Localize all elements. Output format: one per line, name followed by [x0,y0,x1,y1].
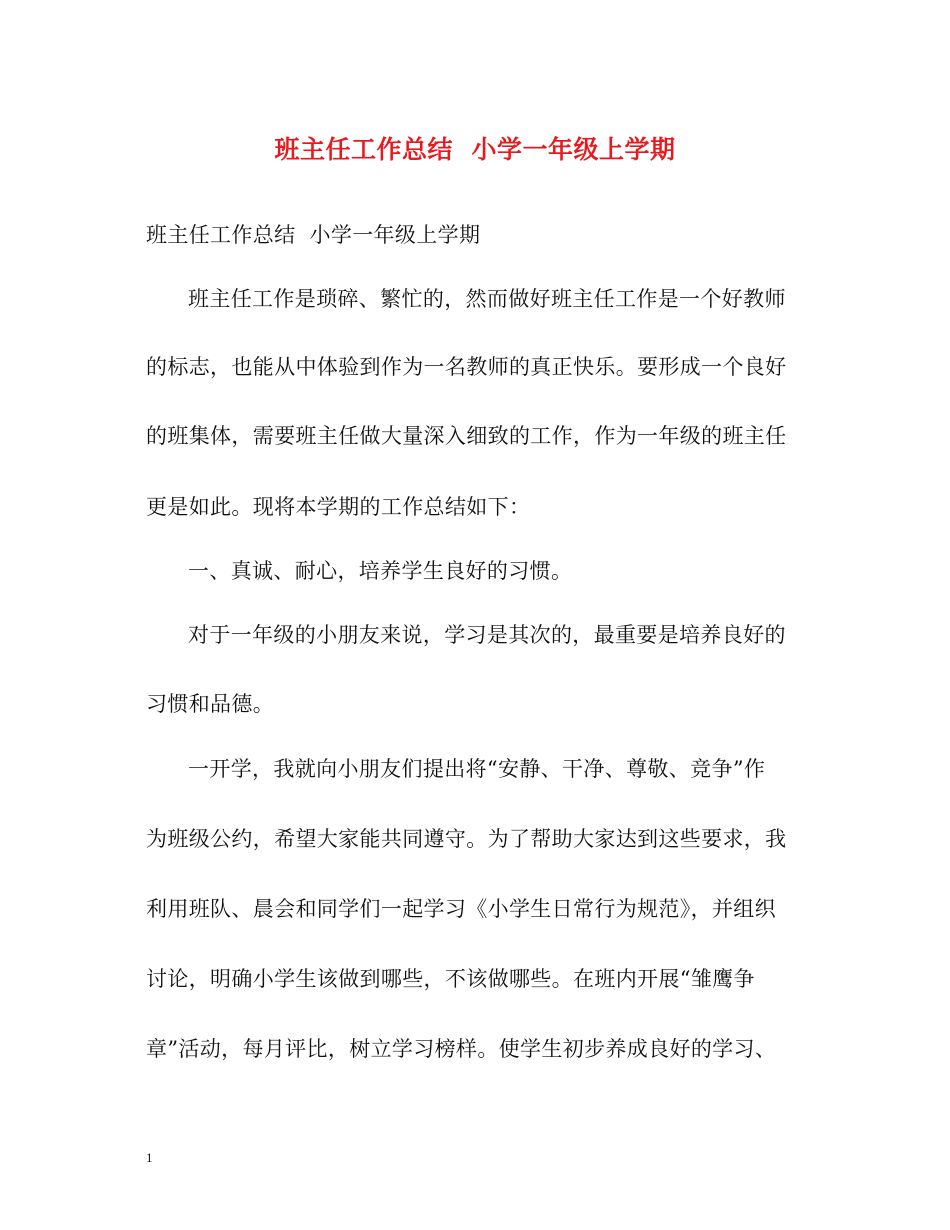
paragraph-line: 讨论，明确小学生该做到哪些，不该做哪些。在班内开展“雏鹰争 [146,967,755,991]
paragraph-line: 章”活动，每月评比，树立学习榜样。使学生初步养成良好的学习、 [146,1037,777,1061]
page-number: 1 [146,1150,153,1165]
paragraph-line: 更是如此。现将本学期的工作总结如下： [146,495,531,519]
document-title: 班主任工作总结 小学一年级上学期 [274,135,676,164]
paragraph-line: 的标志，也能从中体验到作为一名教师的真正快乐。要形成一个良好 [146,355,787,379]
paragraph-line: 对于一年级的小朋友来说，学习是其次的，最重要是培养良好的 [188,623,786,647]
paragraph-line: 的班集体，需要班主任做大量深入细致的工作，作为一年级的班主任 [146,424,787,448]
paragraph-line: 为班级公约，希望大家能共同遵守。为了帮助大家达到这些要求，我 [146,827,787,851]
paragraph-line: 习惯和品德。 [146,692,275,716]
section-heading: 一、真诚、耐心，培养学生良好的习惯。 [188,559,573,583]
paragraph-line: 班主任工作是琐碎、繁忙的，然而做好班主任工作是一个好教师 [188,287,786,311]
paragraph-line: 利用班队、晨会和同学们一起学习《小学生日常行为规范》，并组织 [146,897,776,921]
paragraph-line: 一开学，我就向小朋友们提出将“安静、干净、尊敬、竞争”作 [188,757,766,781]
document-subtitle: 班主任工作总结 小学一年级上学期 [146,223,481,247]
